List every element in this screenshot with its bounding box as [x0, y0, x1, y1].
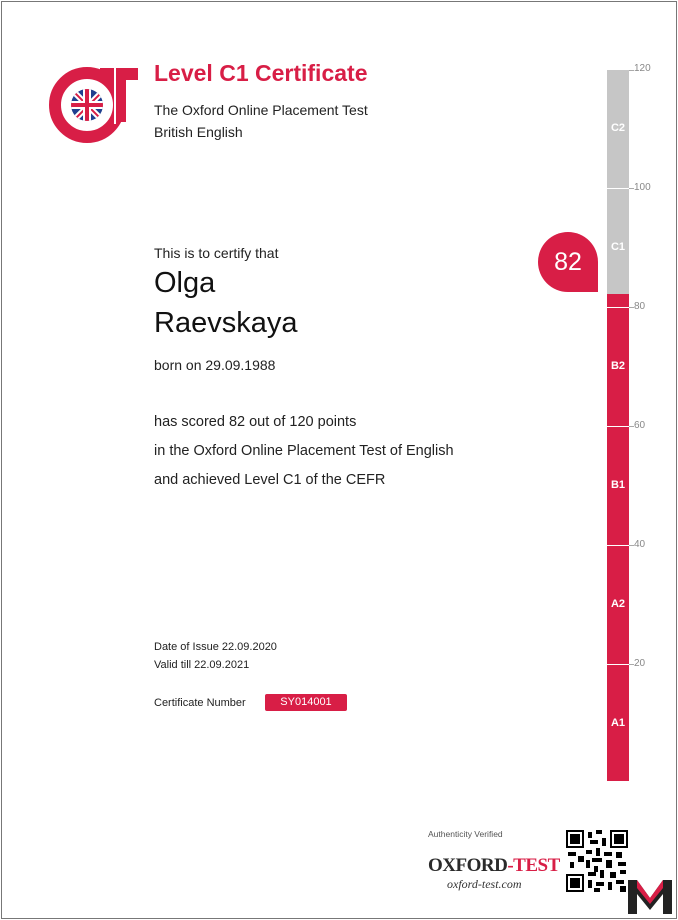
tick-label-60: 60	[634, 420, 646, 431]
authenticity-label: Authenticity Verified	[428, 829, 503, 839]
scale-separator	[607, 545, 629, 546]
certificate-number-badge: SY014001	[265, 694, 347, 711]
tick-label-40: 40	[634, 539, 646, 550]
issue-date: Date of Issue 22.09.2020	[154, 641, 277, 653]
certify-text: This is to certify that	[154, 245, 279, 261]
scale-separator	[607, 188, 629, 189]
birth-date: born on 29.09.1988	[154, 357, 276, 373]
oxford-test-logo-icon	[48, 66, 138, 144]
level-a2: A2	[610, 598, 626, 610]
m-logo-icon	[625, 874, 675, 916]
score-marker: 82	[538, 232, 598, 292]
score-line: has scored 82 out of 120 points	[154, 414, 357, 430]
test-name: The Oxford Online Placement Test	[154, 102, 368, 118]
last-name: Raevskaya	[154, 307, 298, 339]
first-name: Olga	[154, 267, 216, 299]
level-c2: C2	[610, 122, 626, 134]
oxford-test-brand	[428, 855, 560, 877]
scale-separator	[607, 307, 629, 308]
certificate-number-label: Certificate Number	[154, 697, 246, 709]
brand-right: TEST	[513, 855, 560, 876]
tick-label-20: 20	[634, 658, 646, 669]
scale-separator	[607, 426, 629, 427]
english-variant: British English	[154, 124, 243, 140]
valid-till: Valid till 22.09.2021	[154, 659, 250, 671]
test-line: in the Oxford Online Placement Test of English	[154, 443, 454, 459]
tick-label-80: 80	[634, 301, 646, 312]
certificate-title: Level C1 Certificate	[154, 60, 368, 86]
tick-label-100: 100	[634, 182, 651, 193]
qr-code-icon	[566, 830, 628, 892]
brand-left: OXFORD	[428, 855, 508, 876]
tick-label-120: 120	[634, 63, 651, 74]
level-c1: C1	[610, 241, 626, 253]
website-link[interactable]: oxford-test.com	[447, 877, 522, 891]
level-line: and achieved Level C1 of the CEFR	[154, 472, 386, 488]
scale-separator	[607, 664, 629, 665]
level-b2: B2	[610, 360, 626, 372]
scale-inactive-part	[607, 70, 629, 294]
brand-dash: -	[507, 855, 514, 876]
level-b1: B1	[610, 479, 626, 491]
level-a1: A1	[610, 717, 626, 729]
